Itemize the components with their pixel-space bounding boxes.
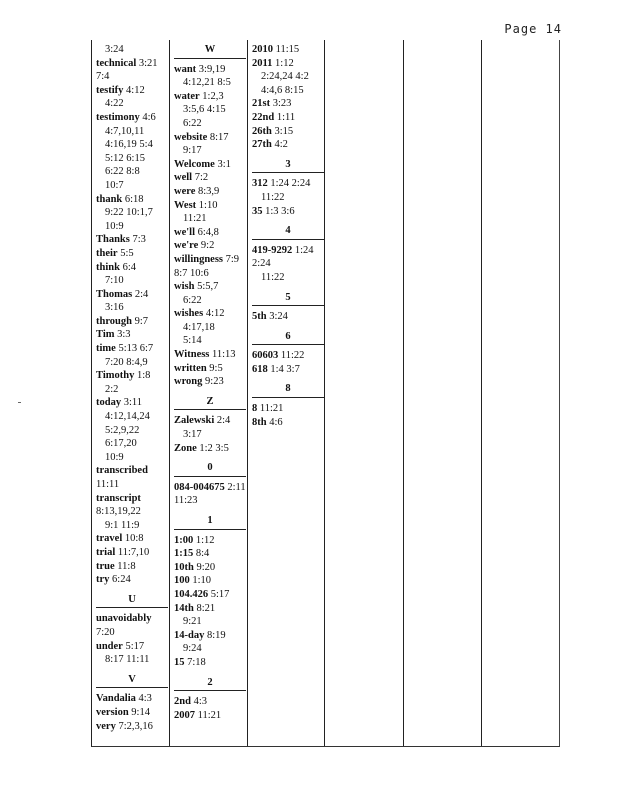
index-term: 10th xyxy=(174,561,194,573)
page-line-refs: 7:20 xyxy=(96,626,115,638)
index-term: under xyxy=(96,640,123,652)
index-term: 1:00 xyxy=(174,534,194,546)
index-entry xyxy=(252,111,324,125)
index-term: 60603 xyxy=(252,350,279,362)
page-line-refs: 8:21 xyxy=(196,602,216,614)
section-heading: 0 xyxy=(174,461,246,477)
page-line-refs: 8:13,19,22 xyxy=(96,506,141,518)
page-line-refs: 3:9,19 xyxy=(198,63,226,75)
page-line-refs: 4:12,14,24 xyxy=(105,411,150,423)
index-term: 084-004675 xyxy=(174,481,225,493)
page-line-refs: 9:2 xyxy=(200,240,215,252)
page-line-refs: 5:13 6:7 xyxy=(118,343,154,355)
index-term: thank xyxy=(96,193,123,205)
page-line-refs: 8:4 xyxy=(195,548,210,560)
index-column-3 xyxy=(252,43,324,429)
page-line-refs: 11:8 xyxy=(117,560,136,572)
page-line-refs: 6:22 xyxy=(183,117,202,129)
index-entry xyxy=(96,43,168,57)
index-term: 312 xyxy=(252,178,268,190)
index-entry xyxy=(252,416,324,430)
section-heading: U xyxy=(96,593,168,609)
index-entry xyxy=(252,177,324,204)
index-term: wish xyxy=(174,281,195,293)
index-entry xyxy=(252,125,324,139)
page-line-refs: 9:5 xyxy=(209,362,223,374)
index-term: 8th xyxy=(252,416,267,428)
page-line-refs: 3:24 xyxy=(105,44,124,55)
index-term: 1:15 xyxy=(174,548,194,560)
page-line-refs: 4:3 xyxy=(193,696,207,708)
column-divider xyxy=(403,40,404,746)
index-entry xyxy=(96,315,168,329)
index-entry xyxy=(174,534,246,548)
section-heading: Z xyxy=(174,395,246,411)
page-line-refs: 1:2 3:5 xyxy=(199,442,229,454)
page-line-refs: 2:2 xyxy=(105,383,119,395)
page-line-refs: 1:12 xyxy=(275,57,294,69)
page-line-refs: 7:18 xyxy=(187,656,206,668)
section-heading: W xyxy=(174,43,246,59)
page-line-refs: 11:7,10 xyxy=(117,546,150,558)
page-line-refs: 11:11 xyxy=(96,479,120,490)
index-term: 14-day xyxy=(174,629,205,641)
page-line-refs: 4:16,19 5:4 xyxy=(105,139,153,151)
page-line-refs: 1:10 xyxy=(192,575,212,587)
index-entry xyxy=(252,43,324,57)
index-entry xyxy=(252,205,324,219)
page-line-refs: 10:8 xyxy=(124,533,144,545)
index-entry xyxy=(174,547,246,561)
index-term: 2nd xyxy=(174,696,191,708)
index-term: 35 xyxy=(252,205,263,217)
page-line-refs: 5:12 6:15 xyxy=(105,152,145,164)
index-term: well xyxy=(174,172,193,184)
page-line-refs: 1:3 3:6 xyxy=(265,205,295,217)
index-term: 14th xyxy=(174,602,194,614)
page-line-refs: 2:4 xyxy=(134,288,149,300)
index-term: through xyxy=(96,315,132,327)
section-heading: 2 xyxy=(174,676,246,692)
index-entry xyxy=(174,253,246,280)
index-term: Welcome xyxy=(174,158,215,170)
page-line-refs: 4:7,10,11 xyxy=(105,125,145,137)
page-line-refs: 11:22 xyxy=(261,271,285,283)
index-term: 618 xyxy=(252,363,268,375)
page-line-refs: 9:7 xyxy=(134,315,149,327)
page-line-refs: 6:18 xyxy=(124,193,144,205)
index-entry xyxy=(252,363,324,377)
section-heading: V xyxy=(96,673,168,689)
index-entry xyxy=(174,481,246,508)
index-entry xyxy=(174,656,246,670)
page-line-refs: 9:14 xyxy=(131,706,150,718)
page-line-refs: 11:22 xyxy=(280,350,305,362)
page-line-refs: 6:4 xyxy=(122,261,136,273)
section-heading: 3 xyxy=(252,158,324,174)
index-term: unavoidably xyxy=(96,613,152,625)
index-term: 419-9292 xyxy=(252,244,293,256)
column-divider xyxy=(324,40,325,746)
page-line-refs: 11:22 xyxy=(261,191,285,203)
index-entry xyxy=(174,375,246,389)
section-heading: 8 xyxy=(252,382,324,398)
index-entry xyxy=(96,692,168,706)
index-entry xyxy=(252,244,324,285)
index-entry xyxy=(96,612,168,639)
section-heading: 5 xyxy=(252,291,324,307)
index-term: try xyxy=(96,574,110,586)
page-line-refs: 5:5,7 xyxy=(197,281,219,293)
index-entry xyxy=(174,185,246,199)
index-term: transcript xyxy=(96,492,141,504)
page-line-refs: 5:17 xyxy=(210,588,230,600)
index-term: we're xyxy=(174,240,199,252)
index-term: 2011 xyxy=(252,57,273,69)
index-term: website xyxy=(174,131,208,143)
page-line-refs: 6:4,8 xyxy=(197,226,219,238)
page-line-refs: 1:4 3:7 xyxy=(270,363,300,375)
index-entry xyxy=(96,706,168,720)
page-line-refs: 3:24 xyxy=(269,311,288,323)
index-entry xyxy=(252,349,324,363)
page-line-refs: 5:5 xyxy=(120,247,134,259)
page-line-refs: 1:12 xyxy=(195,534,215,546)
index-entry xyxy=(174,63,246,90)
index-term: Thanks xyxy=(96,234,130,246)
index-entry xyxy=(96,261,168,288)
index-entry xyxy=(96,57,168,84)
page-line-refs: 2:4 xyxy=(216,415,231,427)
page-line-refs: 9:23 xyxy=(205,376,224,388)
index-entry xyxy=(174,90,246,131)
index-term: 8 xyxy=(252,403,258,415)
index-entry xyxy=(252,310,324,324)
page-line-refs: 4:6 xyxy=(269,416,283,428)
index-term: 2010 xyxy=(252,44,273,55)
page-line-refs: 3:23 xyxy=(272,98,292,110)
page-line-refs: 11:21 xyxy=(259,403,284,415)
index-term: Tim xyxy=(96,329,115,341)
index-term: 22nd xyxy=(252,111,275,123)
index-entry xyxy=(96,84,168,111)
section-heading: 6 xyxy=(252,330,324,346)
page-line-refs: 11:21 xyxy=(197,709,222,721)
page-line-refs: 1:8 xyxy=(136,370,151,382)
index-term: were xyxy=(174,185,196,197)
index-term: 104.426 xyxy=(174,588,209,600)
page-line-refs: 10:9 xyxy=(105,220,124,232)
index-term: Vandalia xyxy=(96,693,136,705)
page-line-refs: 2:11 11:23 xyxy=(174,481,246,507)
index-entry xyxy=(174,588,246,602)
index-term: testimony xyxy=(96,111,140,123)
index-term: Witness xyxy=(174,349,210,361)
index-entry xyxy=(174,171,246,185)
index-term: water xyxy=(174,90,200,102)
index-entry xyxy=(96,328,168,342)
index-entry xyxy=(174,131,246,158)
index-term: willingness xyxy=(174,253,224,265)
page-line-refs: 7:3 xyxy=(132,234,146,246)
page-line-refs: 6:22 8:8 xyxy=(105,166,140,178)
index-entry xyxy=(96,720,168,734)
page-line-refs: 9:22 10:1,7 xyxy=(105,207,153,219)
page-line-refs: 9:24 xyxy=(183,643,202,655)
page-line-refs: 9:1 11:9 xyxy=(105,519,140,531)
index-term: 21st xyxy=(252,98,271,110)
index-term: very xyxy=(96,720,116,732)
index-entry xyxy=(252,402,324,416)
column-divider xyxy=(169,40,170,746)
page-line-refs: 10:7 xyxy=(105,179,124,191)
index-entry xyxy=(174,561,246,575)
index-term: Zone xyxy=(174,442,197,454)
page-line-refs: 1:11 xyxy=(276,111,296,123)
page-line-refs: 7:10 xyxy=(105,275,124,287)
index-term: wishes xyxy=(174,308,204,320)
index-entry xyxy=(174,158,246,172)
page-number: Page 14 xyxy=(504,22,562,36)
page-line-refs: 1:10 xyxy=(198,199,218,211)
index-term: true xyxy=(96,560,115,572)
page-line-refs: 10:9 xyxy=(105,451,124,463)
index-entry xyxy=(96,193,168,234)
index-term: testify xyxy=(96,84,124,96)
index-term: Thomas xyxy=(96,288,133,300)
page-line-refs: 7:2 xyxy=(194,172,209,184)
index-entry xyxy=(252,97,324,111)
page-line-refs: 4:6 xyxy=(142,111,156,123)
index-entry xyxy=(174,414,246,441)
index-entry xyxy=(96,546,168,560)
index-term: wrong xyxy=(174,376,203,388)
index-term: trial xyxy=(96,546,116,558)
index-term: 27th xyxy=(252,139,272,151)
page-line-refs: 4:12 xyxy=(126,84,145,96)
page-line-refs: 3:1 xyxy=(217,158,231,170)
index-entry xyxy=(174,709,246,723)
page-line-refs: 2:24,24 4:2 xyxy=(261,71,309,83)
page-line-refs: 3:5,6 4:15 xyxy=(183,104,226,116)
index-entry xyxy=(252,57,324,98)
index-term: Zalewski xyxy=(174,415,215,427)
page-line-refs: 8:19 xyxy=(206,629,226,641)
page-line-refs: 8:17 xyxy=(209,131,229,143)
page-line-refs: 11:21 xyxy=(183,213,207,225)
page-line-refs: 1:24 2:24 xyxy=(252,244,314,270)
index-term: want xyxy=(174,63,197,75)
index-term: 100 xyxy=(174,575,190,587)
index-term: written xyxy=(174,362,207,374)
page-line-refs: 1:2,3 xyxy=(202,90,224,102)
index-term: 26th xyxy=(252,125,272,137)
section-heading: 1 xyxy=(174,514,246,530)
index-entry xyxy=(96,288,168,315)
page-line-refs: 4:17,18 xyxy=(183,321,215,333)
index-entry xyxy=(174,695,246,709)
page-line-refs: 5:2,9,22 xyxy=(105,424,140,436)
page-line-refs: 4:3 xyxy=(138,693,152,705)
page-line-refs: 4:4,6 8:15 xyxy=(261,84,304,96)
page-line-refs: 8:17 11:11 xyxy=(105,654,150,666)
index-entry xyxy=(96,640,168,667)
index-entry xyxy=(96,532,168,546)
index-term: technical xyxy=(96,57,137,69)
index-term: we'll xyxy=(174,226,195,238)
page-line-refs: 4:2 xyxy=(274,139,288,151)
page-line-refs: 6:24 xyxy=(112,574,131,586)
page-line-refs: 6:22 xyxy=(183,294,202,306)
column-divider xyxy=(247,40,248,746)
page-line-refs: 1:24 2:24 xyxy=(270,178,311,190)
index-entry xyxy=(96,342,168,369)
index-entry xyxy=(96,233,168,247)
page-line-refs: 4:12,21 8:5 xyxy=(183,77,231,89)
page-line-refs: 7:2,3,16 xyxy=(118,720,153,732)
index-entry xyxy=(96,560,168,574)
page-line-refs: 3:16 xyxy=(105,302,124,314)
page-line-refs: 3:15 xyxy=(274,125,294,137)
index-term: transcribed xyxy=(96,465,148,477)
index-term: 2007 xyxy=(174,709,195,721)
index-column-1 xyxy=(96,43,168,733)
page-line-refs: 11:13 xyxy=(212,349,236,361)
index-term: Timothy xyxy=(96,370,135,382)
page-line-refs: 7:20 8:4,9 xyxy=(105,356,148,368)
index-term: 15 xyxy=(174,656,185,668)
page-line-refs: 9:20 xyxy=(196,561,216,573)
index-term: travel xyxy=(96,533,123,545)
index-entry xyxy=(174,348,246,362)
index-entry xyxy=(174,307,246,348)
index-term: 5th xyxy=(252,311,267,323)
page-line-refs: 4:12 xyxy=(205,308,225,320)
section-heading: 4 xyxy=(252,224,324,240)
index-column-2 xyxy=(174,43,246,722)
index-term: version xyxy=(96,706,129,718)
index-entry xyxy=(174,226,246,240)
index-entry xyxy=(96,369,168,396)
page-line-refs: 8:3,9 xyxy=(198,185,220,197)
index-entry xyxy=(96,492,168,533)
index-entry xyxy=(96,573,168,587)
index-entry xyxy=(174,199,246,226)
index-term: time xyxy=(96,343,116,355)
index-entry xyxy=(96,111,168,193)
column-divider xyxy=(481,40,482,746)
index-entry xyxy=(174,239,246,253)
index-entry xyxy=(252,138,324,152)
page-line-refs: 7:9 8:7 10:6 xyxy=(174,253,240,279)
index-entry xyxy=(174,442,246,456)
index-term: today xyxy=(96,397,122,409)
page-line-refs: 5:14 xyxy=(183,335,202,347)
index-entry xyxy=(174,362,246,376)
index-entry xyxy=(174,629,246,656)
page-line-refs: 9:17 xyxy=(183,145,202,157)
page-line-refs: 3:3 xyxy=(117,329,131,341)
page-line-refs: 3:21 7:4 xyxy=(96,57,158,83)
page-line-refs: 5:17 xyxy=(125,640,145,652)
index-term: their xyxy=(96,247,118,259)
page-line-refs: 3:17 xyxy=(183,429,202,441)
index-term: West xyxy=(174,199,197,211)
index-entry xyxy=(174,602,246,629)
index-term: think xyxy=(96,261,120,273)
page-line-refs: 9:21 xyxy=(183,616,202,628)
scan-speck xyxy=(18,402,21,403)
index-entry xyxy=(96,247,168,261)
page-line-refs: 11:15 xyxy=(275,44,300,55)
index-entry xyxy=(174,280,246,307)
index-entry xyxy=(174,574,246,588)
page-line-refs: 6:17,20 xyxy=(105,438,137,450)
page-line-refs: 4:22 xyxy=(105,98,124,110)
page-line-refs: 3:11 xyxy=(123,397,142,409)
index-entry xyxy=(96,464,168,491)
index-entry xyxy=(96,396,168,464)
